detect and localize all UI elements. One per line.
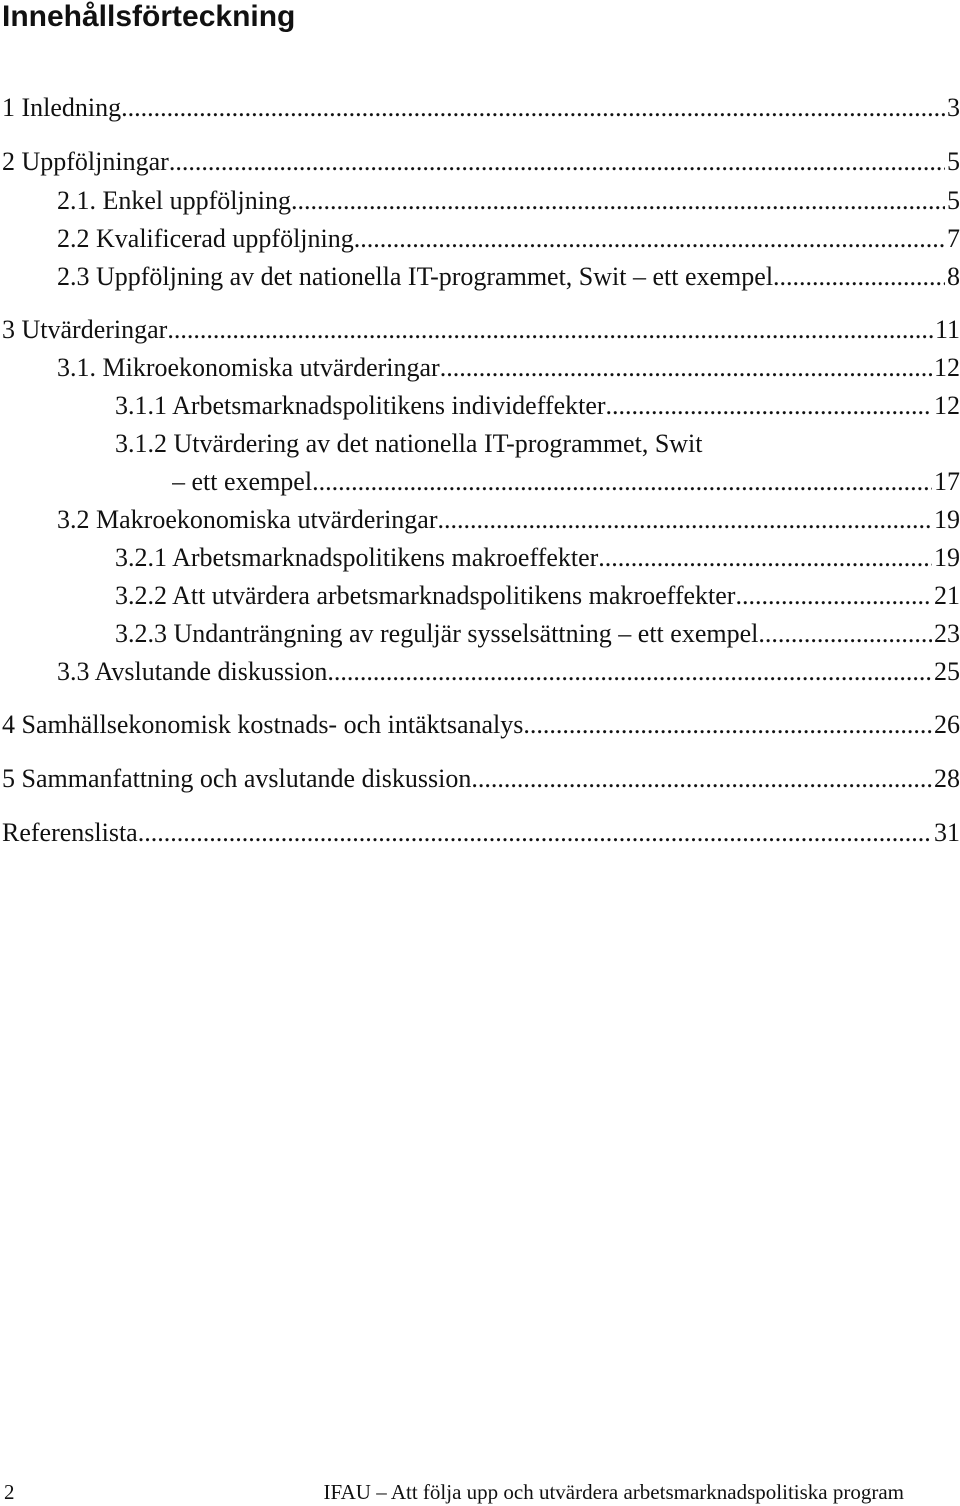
toc-entry-page: 26 [934, 710, 960, 739]
toc-entry-2-3[interactable] [57, 262, 960, 292]
toc-entry-2[interactable] [2, 147, 960, 177]
footer-page-number: 2 [4, 1480, 15, 1504]
toc-entry-continuation: – ett exempel [172, 467, 313, 496]
dot-leader [138, 818, 932, 848]
toc-entry-label: 3.2 Makroekonomiska utvärderingar [57, 505, 438, 534]
toc-entry-3-1-1[interactable] [115, 391, 960, 421]
toc-entry-3[interactable] [2, 315, 960, 345]
page-title: Innehållsförteckning [2, 0, 296, 33]
toc-entry-page: 3 [947, 93, 960, 122]
toc-entry-label: 3.2.1 Arbetsmarknadspolitikens makroeffekter [115, 543, 599, 572]
toc-entry-label: 2.2 Kvalificerad uppföljning [57, 224, 354, 253]
toc-entry-3-3[interactable] [57, 657, 960, 687]
toc-entry-label: 2.3 Uppföljning av det nationella IT-programmet, Swit – ett exempel [57, 262, 774, 291]
toc-entry-page: 19 [934, 543, 960, 572]
toc-entry-3-1[interactable] [57, 353, 960, 383]
toc-entry-3-1-2-label[interactable]: 3.1.2 Utvärdering av det nationella IT-programmet, Swit [115, 429, 703, 458]
dot-leader [735, 581, 932, 611]
toc-entry-page: 12 [934, 391, 960, 420]
dot-leader [523, 710, 932, 740]
toc-entry-page: 17 [934, 467, 960, 496]
toc-entry-2-2[interactable] [57, 224, 960, 254]
toc-entry-label: 3.3 Avslutande diskussion [57, 657, 328, 686]
toc-entry-3-2-3[interactable] [115, 619, 960, 649]
toc-entry-3-2-2[interactable] [115, 581, 960, 611]
toc-entry-1[interactable] [2, 93, 960, 123]
toc-entry-2-1[interactable] [57, 186, 960, 216]
toc-entry-label: 3.1. Mikroekonomiska utvärderingar [57, 353, 440, 382]
toc-entry-label: 4 Samhällsekonomisk kostnads- och intäktsanalys [2, 710, 524, 739]
toc-entry-label: 3.1.1 Arbetsmarknadspolitikens individeffekter [115, 391, 606, 420]
toc-entry-label: 2 Uppföljningar [2, 147, 169, 176]
toc-entry-page: 11 [934, 315, 960, 344]
dot-leader [440, 353, 932, 383]
toc-entry-page: 25 [934, 657, 960, 686]
toc-entry-label: 1 Inledning [2, 93, 122, 122]
footer-running-title: IFAU – Att följa upp och utvärdera arbetsmarknadspolitiska program [323, 1480, 904, 1504]
dot-leader [758, 619, 932, 649]
dot-leader [606, 391, 932, 421]
dot-leader [169, 147, 945, 177]
dot-leader [354, 224, 945, 254]
toc-entry-4[interactable] [2, 710, 960, 740]
toc-entry-3-2[interactable] [57, 505, 960, 535]
toc-entry-label: 3.2.3 Undanträngning av reguljär sysselsättning – ett exempel [115, 619, 759, 648]
toc-entry-page: 5 [947, 147, 960, 176]
dot-leader [471, 764, 932, 794]
toc-entry-3-1-2[interactable] [172, 467, 960, 497]
page-footer [0, 1478, 960, 1506]
dot-leader [291, 186, 945, 216]
toc-entry-label: Referenslista [2, 818, 138, 847]
toc-entry-page: 23 [934, 619, 960, 648]
toc-entry-page: 31 [934, 818, 960, 847]
toc-entry-label: 5 Sammanfattning och avslutande diskussion [2, 764, 472, 793]
dot-leader [327, 657, 932, 687]
dot-leader [312, 467, 932, 497]
toc-entry-label: 3 Utvärderingar [2, 315, 168, 344]
toc-entry-page: 21 [934, 581, 960, 610]
dot-leader [438, 505, 932, 535]
toc-entry-references[interactable] [2, 818, 960, 848]
toc-entry-page: 12 [934, 353, 960, 382]
toc-entry-page: 7 [947, 224, 960, 253]
toc-entry-page: 8 [947, 262, 960, 291]
toc-entry-page: 5 [947, 186, 960, 215]
dot-leader [773, 262, 945, 292]
toc-entry-page: 28 [934, 764, 960, 793]
dot-leader [167, 315, 933, 345]
toc-entry-page: 19 [934, 505, 960, 534]
dot-leader [598, 543, 932, 573]
toc-entry-label: 3.2.2 Att utvärdera arbetsmarknadspolitikens makroeffekter [115, 581, 736, 610]
toc-entry-label: 2.1. Enkel uppföljning [57, 186, 291, 215]
dot-leader [121, 93, 945, 123]
toc-entry-5[interactable] [2, 764, 960, 794]
toc-entry-3-2-1[interactable] [115, 543, 960, 573]
